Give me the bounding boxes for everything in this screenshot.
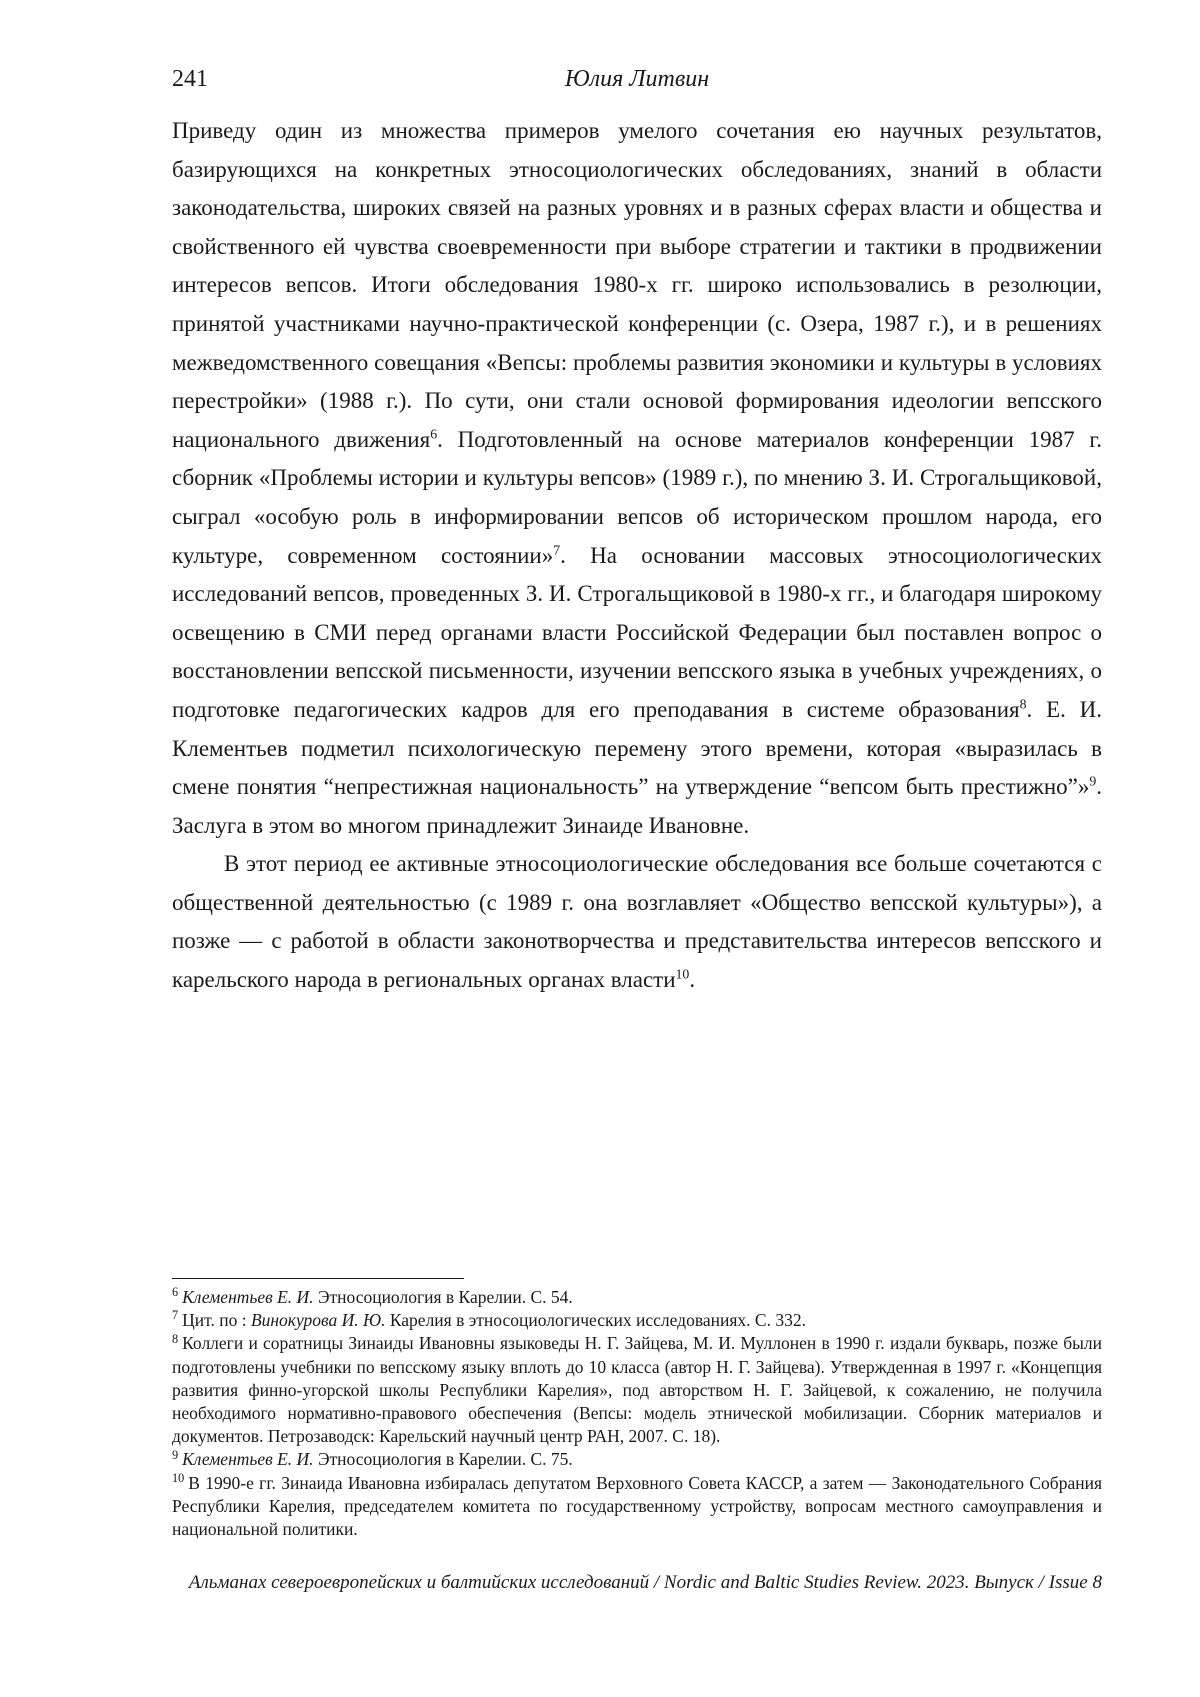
paragraph-text: . Подготовленный на основе материалов конференции 1987 г. сборник «Проблемы истории и культуры вепсов» (1989 г.), по мнению З. И. Строгальщиковой, сыграл «особую роль в информировании вепсов об историческом прошлом народа, его культуре, современном состоянии» [172,426,1103,568]
footnote-text: Этносоциология в Карелии. С. 54. [313,1287,573,1307]
page-number: 241 [172,66,208,92]
paragraph-text: . Заслуга в этом во многом принадлежит Зинаиде Ивановне. [172,774,1102,838]
journal-footer: Альманах североевропейских и балтийских исследований / Nordic and Baltic Studies Review. 2023. Выпуск / Issue 8 [188,1572,1102,1593]
footnote-text: Этносоциология в Карелии. С. 75. [313,1449,573,1470]
footnote-author: Винокурова И. Ю. [250,1310,386,1331]
footnote-number: 10 [172,1470,185,1485]
paragraph-text: . Е. И. Клементьев подметил психологическую перемену этого времени, которая «выразилась в смене понятия “непрестижная национальность” на утверждение “вепсом быть престижно”» [172,696,1102,800]
footnotes [172,1286,1102,1541]
footnote-author: Клементьев Е. И. [182,1287,314,1307]
footnote-ref-7[interactable]: 7 [553,541,561,557]
paragraph-text: Приведу один из множества примеров умелого сочетания ею научных результатов, базирующихся на конкретных этносоциологических обследованиях, знаний в области законодательства, широких связей на разных уровнях и в разных сферах власти и общества и свойственного ей чувства своевременности при выборе стратегии и тактики в продвижении интересов вепсов. Итоги обследования 1980-х гг. широко использовались в резолюции, принятой участниками научно-практической конференции (с. Озера, 1987 г.), и в решениях межведомственного совещания «Вепсы: проблемы развития экономики и культуры в условиях перестройки» (1988 г.). По сути, они стали основой формирования идеологии вепсского национального движения [172,118,1102,452]
paragraph-1 [172,112,1102,845]
footnote-6 [172,1286,1102,1309]
footnote-7 [172,1309,1102,1332]
footnote-ref-9[interactable]: 9 [1089,773,1097,789]
footnote-ref-10[interactable]: 10 [675,966,690,982]
footnote-text: В 1990-е гг. Зинаида Ивановна избиралась депутатом Верховного Совета КАССР, а затем — Законодательного Собрания Республики Карелия, председателем комитета по государственному устройству, вопросам местного самоуправления и национальной политики. [172,1472,1102,1540]
footnote-text: Карелия в этносоциологических исследованиях. С. 332. [385,1310,806,1331]
footnote-text: Коллеги и соратницы Зинаиды Ивановны языковеды Н. Г. Зайцева, М. И. Муллонен в 1990 г. издали букварь, позже были подготовлены учебники по вепсскому языку вплоть до 10 класса (автор Н. Г. Зайцева). Утвержденная в 1997 г. «Концепция развития финно-угорской школы Республики Карелия», под авторством Н. Г. Зайцевой, к сожалению, не получила необходимого нормативно-правового обеспечения (Вепсы: модель этнической мобилизации. Сборник материалов и документов. Петрозаводск: Карельский научный центр РАН, 2007. С. 18). [172,1333,1102,1447]
article-body [172,112,1102,1000]
page-header [172,66,1102,106]
footnote-number: 9 [172,1447,179,1462]
footnote-divider [172,1278,464,1279]
footnote-number: 8 [172,1331,179,1346]
paragraph-text: В этот период ее активные этносоциологические обследования все больше сочетаются с общественной деятельностью (с 1989 г. она возглавляет «Общество вепсской культуры»), а позже — с работой в области законотворчества и представительства интересов вепсского и карельского народа в региональных органах власти [172,851,1102,993]
footnote-ref-6[interactable]: 6 [430,426,438,442]
footnote-number: 7 [172,1308,179,1323]
footnote-prefix: Цит. по : [182,1310,251,1331]
paragraph-text: . [689,967,696,993]
paragraph-2 [172,845,1102,999]
footnote-10 [172,1472,1102,1542]
footnote-number: 6 [172,1285,179,1300]
footnote-8 [172,1332,1102,1448]
running-title: Юлия Литвин [564,66,710,92]
footnote-author: Клементьев Е. И. [182,1449,314,1470]
footnote-9 [172,1448,1102,1471]
paragraph-text: . На основании массовых этносоциологических исследований вепсов, проведенных З. И. Строгальщиковой в 1980-х гг., и благодаря широкому освещению в СМИ перед органами власти Российской Федерации был поставлен вопрос о восстановлении вепсской письменности, изучении вепсского языка в учебных учреждениях, о подготовке педагогических кадров для его преподавания в системе образования [172,542,1102,722]
footnote-ref-8[interactable]: 8 [1019,696,1027,712]
